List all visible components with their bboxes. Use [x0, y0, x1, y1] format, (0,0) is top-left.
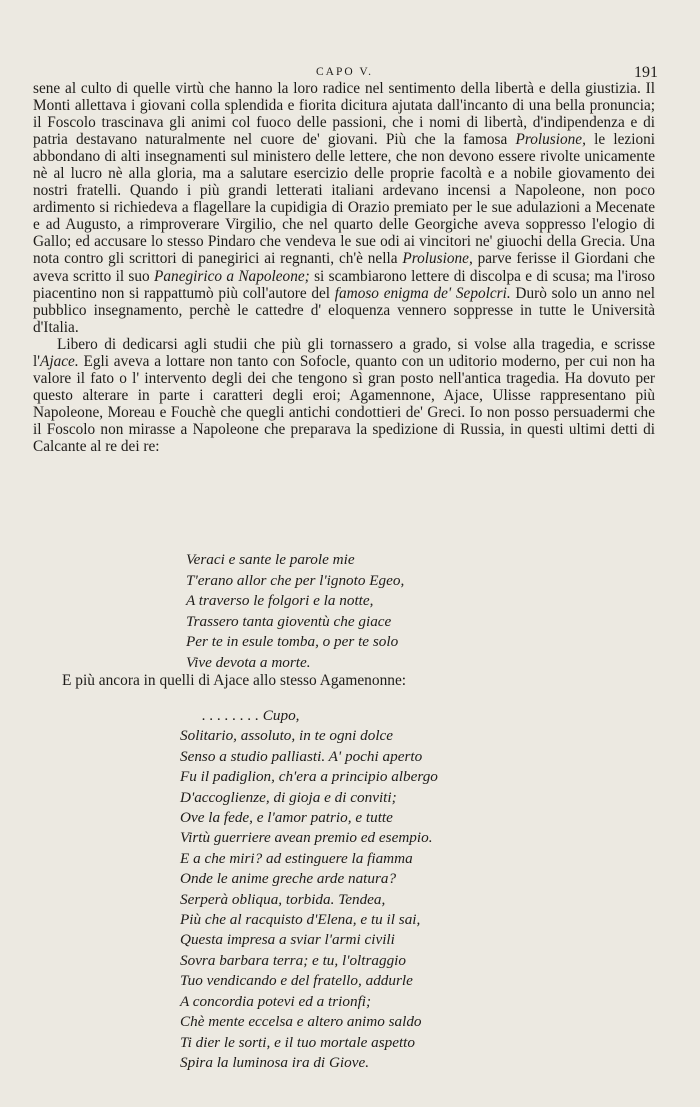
paragraph-1 — [33, 80, 655, 336]
verse-line: Veraci e sante le parole mie — [186, 551, 355, 568]
verse-line: Virtù guerriere avean premio ed esempio. — [180, 829, 433, 847]
verse-line: A traverso le folgori e la notte, — [186, 592, 374, 610]
verse-line: Ove la fede, e l'amor patrio, e tutte — [180, 809, 393, 827]
italic-prolusione-1: Prolusione, — [515, 131, 586, 149]
verse-line: Solitario, assoluto, in te ogni dolce — [180, 727, 394, 745]
paragraph-2 — [33, 336, 655, 455]
paragraph-2-text-b: Egli aveva a lottare non tanto con Sofocle, quanto con un uditorio moderno, per cui non ha valore il fato o l' intervento degli dei che tengono sì gran posto nell'antica tragedia. Ha dovuto per questo alterare in parte i caratteri degli eroi; Agamennone, Ajace, Ulisse rappresentano più Napoleone, Moreau e Fouchè che quegli antichi condottieri de' Greci. Io non posso persuadermi che il Foscolo non mirasse a Napoleone che preparava la spedizione di Russia, in questi ultimi detti di Calcante al re dei re: — [33, 352, 655, 455]
verse-line: Più che al racquisto d'Elena, e tu il sai, — [180, 911, 421, 929]
verse-line: . . . . . . . . Cupo, — [202, 707, 300, 724]
verse-line: Fu il padiglion, ch'era a principio albergo — [180, 768, 438, 786]
verse-line: Ti dier le sorti, e il tuo mortale aspetto — [180, 1033, 415, 1051]
paragraph-1-text-c: parve ferisse il Giordani che aveva scritto il suo — [33, 250, 655, 285]
paragraph-1-text-b: le lezioni abbondano di alti insegnamenti sul ministero delle lettere, che non devono essere rivolte unicamente nè al lucro nè alla gloria, ma a salutare esercizio delle proprie facoltà e a nobile giovamento dei nostri fratelli. Quando i più grandi letterati italiani ardevano incensi a Napoleone, non poco ardimento si richiedeva a flagellare la cupidigia di Orazio premiato per le sue adulazioni a Mecenate e ad Augusto, a rimproverare Virgilio, che nel quarto delle Georgiche aveva soppresso l'elogio di Gallo; ed accusare lo stesso Pindaro che vendeva le sue odi ai vincitori ne' giuochi della Grecia. Una nota contro gli scrittori di panegirici ai regnanti, ch'è nella — [33, 131, 655, 268]
verse-line: Trassero tanta gioventù che giace — [186, 612, 392, 630]
italic-panegirico: Panegirico a Napoleone; — [154, 267, 310, 285]
verse-line: Tuo vendicando e del fratello, addurle — [180, 972, 413, 990]
verse-line: Onde le anime greche arde natura? — [180, 870, 397, 888]
verse-line: Senso a studio palliasti. A' pochi aperto — [180, 747, 423, 765]
verse-line: Sovra barbara terra; e tu, l'oltraggio — [180, 951, 406, 969]
transition-line: E più ancora in quelli di Ajace allo stesso Agamenonne: — [62, 672, 407, 689]
verse-line: Serperà obliqua, torbida. Tendea, — [180, 890, 386, 908]
verse-quote-ajace — [180, 706, 438, 1073]
verse-line: Questa impresa a sviar l'armi civili — [180, 931, 395, 949]
paragraph-1-text-d: si scambiarono lettere di discolpa e di scusa; ma l'iroso piacentino non si rappattumò più coll'autore del — [33, 267, 655, 302]
verse-line: D'accoglienze, di gioja e di conviti; — [180, 788, 397, 806]
verse-line: Vive devota a morte. — [186, 653, 311, 671]
italic-famoso-enigma: famoso enigma de' Sepolcri. — [334, 284, 511, 302]
italic-ajace: Ajace. — [40, 352, 79, 370]
verse-line: E a che miri? ad estinguere la fiamma — [180, 849, 413, 867]
verse-line: A concordia potevi ed a trionfi; — [180, 992, 372, 1010]
verse-quote-calcante — [186, 550, 404, 674]
verse-line: Spira la luminosa ira di Giove. — [180, 1053, 369, 1071]
paragraph-2-text-a: Libero di dedicarsi agli studii che più gli tornassero a grado, si volse alla tragedia, e scrisse l' — [33, 335, 655, 370]
italic-prolusione-2: Prolusione, — [402, 250, 473, 268]
page-number: 191 — [634, 64, 658, 81]
verse-line: Chè mente eccelsa e altero animo saldo — [180, 1013, 422, 1031]
paragraph-1-text-a: sene al culto di quelle virtù che hanno la loro radice nel sentimento della libertà e della giustizia. Il Monti allettava i giovani colla splendida e fiorita dicitura ajutata dall'incanto di una bella pronuncia; il Foscolo trascinava gli animi col fuoco delle passioni, che i nomi di libertà, d'indipendenza e di patria destavano naturalmente nel cuore de' giovani. Più che la famosa — [33, 80, 655, 149]
paragraph-1-text-e: Durò solo un anno nel pubblico insegnamento, perchè le cattedre d' eloquenza vennero soppresse in tutte le Università d'Italia. — [33, 284, 655, 336]
verse-line: T'erano allor che per l'ignoto Egeo, — [186, 571, 405, 589]
running-title: CAPO V. — [316, 66, 374, 78]
prose-body — [33, 80, 655, 455]
verse-line: Per te in esule tomba, o per te solo — [186, 633, 399, 651]
